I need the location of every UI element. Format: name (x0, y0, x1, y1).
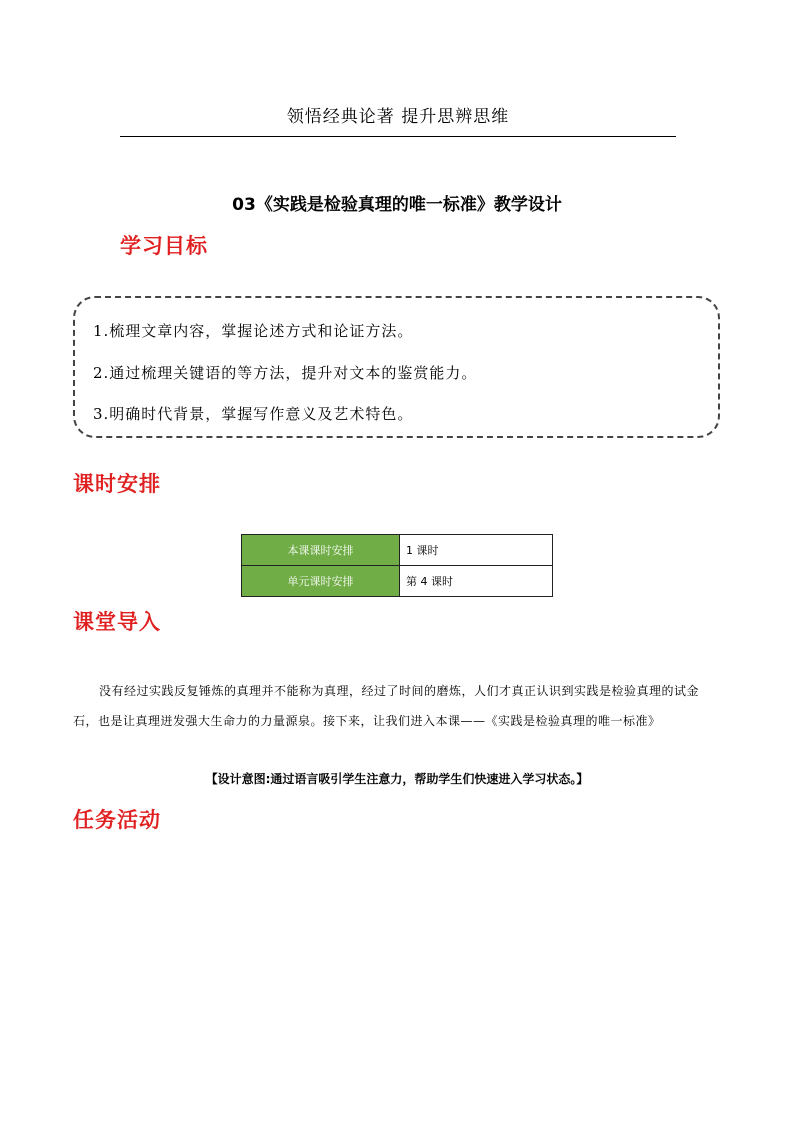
intro-paragraph: 没有经过实践反复锤炼的真理并不能称为真理，经过了时间的磨炼，人们才真正认识到实践是检验真理的试金石，也是让真理迸发强大生命力的力量源泉。接下来，让我们进入本课——《实践是检验真理的唯一标准》 (73, 684, 700, 728)
document-title: 03《实践是检验真理的唯一标准》教学设计 (232, 195, 562, 215)
goal-item: 2.通过梳理关键语的等方法，提升对文本的鉴赏能力。 (93, 364, 478, 382)
design-intent: 【设计意图:通过语言吸引学生注意力，帮助学生们快速进入学习状态。】 (205, 772, 589, 786)
page-header (120, 100, 676, 137)
schedule-heading: 课时安排 (73, 472, 161, 496)
table-row (242, 566, 553, 597)
goals-heading: 学习目标 (120, 234, 208, 258)
header-text: 领悟经典论著 提升思辨思维 (286, 107, 510, 127)
goals-box (73, 296, 720, 438)
table-row (242, 535, 553, 566)
activities-heading: 任务活动 (73, 808, 161, 832)
intro-heading: 课堂导入 (73, 610, 161, 634)
schedule-value: 第 4 课时 (400, 566, 553, 597)
schedule-label: 本课课时安排 (242, 535, 400, 566)
schedule-value: 1 课时 (400, 535, 553, 566)
schedule-table (241, 534, 553, 597)
schedule-label: 单元课时安排 (242, 566, 400, 597)
goal-item: 3.明确时代背景，掌握写作意义及艺术特色。 (93, 405, 414, 423)
goal-item: 1.梳理文章内容，掌握论述方式和论证方法。 (93, 322, 414, 340)
